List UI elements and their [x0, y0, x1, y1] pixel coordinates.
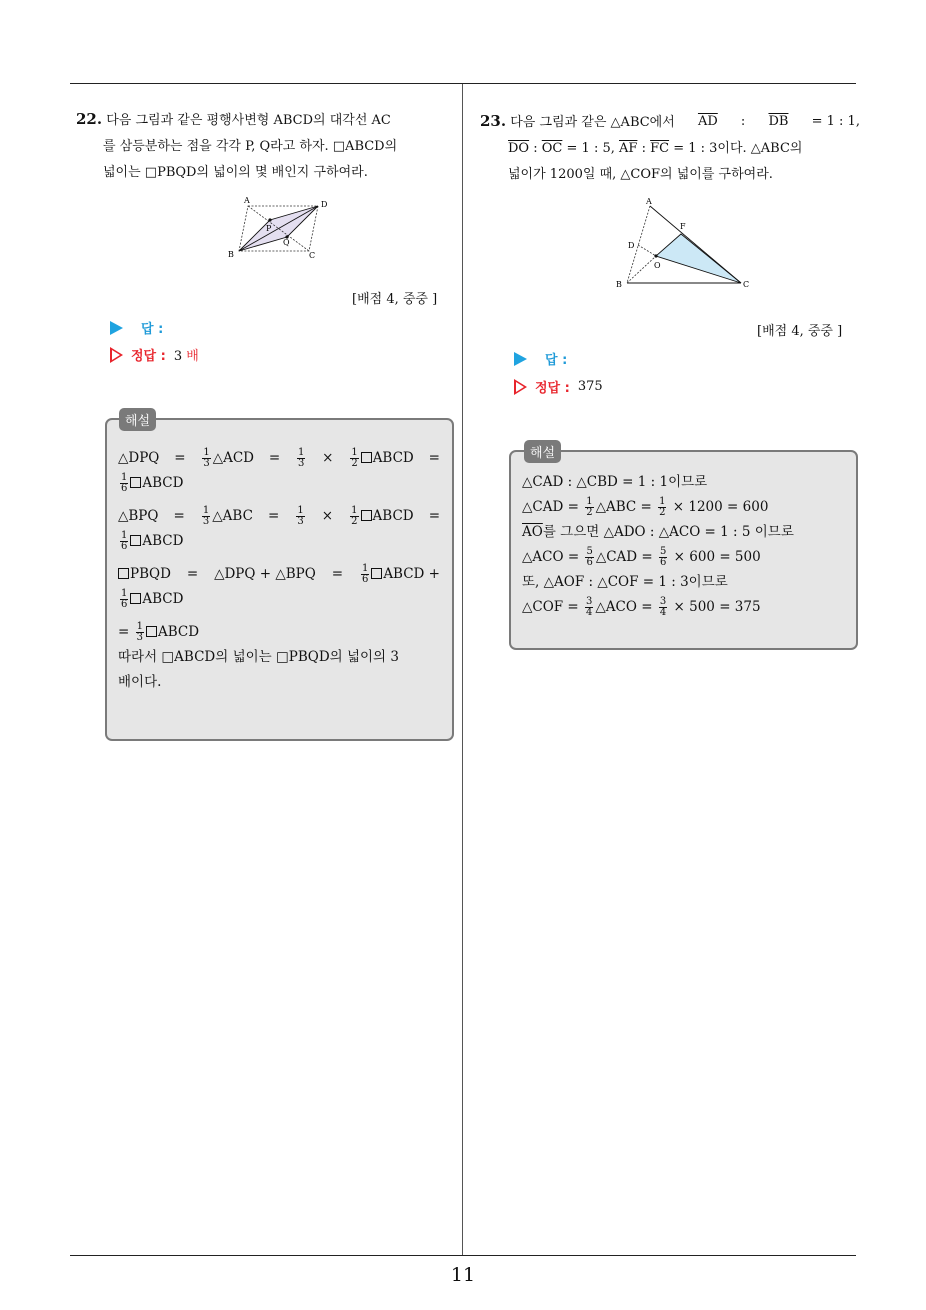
q23-segment-bo — [627, 256, 656, 283]
q22-sol-line3: △BPQ = $\frac{1}{3}$ △ABC = $\frac{1}{3}$ × $\frac{1}{2}$ ABCD = — [118, 505, 440, 527]
q22-label-a: A — [244, 196, 250, 205]
q23-point-o — [654, 254, 657, 257]
q22-sol-line2: $\frac{1}{6}$ ABCD — [121, 472, 184, 494]
q23-solution-body — [522, 470, 844, 620]
q23-question — [480, 108, 860, 188]
q23-label-f: F — [680, 222, 686, 231]
q22-label-c: C — [309, 251, 316, 260]
q22-number: 22. — [76, 110, 103, 128]
q22-correct-label: 정답 : — [131, 349, 166, 364]
q22-sol-line7: = $\frac{1}{3}$ ABCD — [118, 621, 200, 643]
play-icon — [110, 321, 123, 335]
q23-solution-tag: 해설 — [524, 440, 561, 463]
play-icon — [514, 352, 527, 366]
q22-sol-line9: 배이다. — [118, 674, 162, 690]
column-divider — [462, 84, 463, 1255]
q23-sol-line6: △COF = $\frac{3}{4}$ △ACO = $\frac{3}{4}$ × 500 = 375 — [522, 596, 761, 618]
q23-sol-line3: $\overline{AO}$를 그으면 △ADO : △ACO = 1 : 5 이므로 — [522, 524, 794, 540]
q23-correct-line — [514, 377, 603, 396]
q22-correct-line — [110, 345, 199, 364]
header-rule — [70, 83, 856, 84]
q23-answer-label: 답 : — [545, 353, 568, 368]
q23-segment-do — [638, 245, 656, 256]
q22-solution-tag: 해설 — [119, 408, 156, 431]
q22-sol-line6: $\frac{1}{6}$ ABCD — [121, 588, 184, 610]
q22-text-line1: 다음 그림과 같은 평행사변형 ABCD의 대각선 AC — [106, 113, 391, 128]
q23-text-line2: $\overline{DO}$ : $\overline{OC} = 1$ : 5, $\overline{AF}$ : $\overline{FC} = 1$ : 3이다. △ABC의 — [508, 141, 803, 156]
q22-diagonal-bd — [239, 206, 318, 251]
q23-label-o: O — [654, 261, 661, 270]
q23-label-b: B — [616, 280, 622, 289]
q23-sol-line5: 또, △AOF : △COF = 1 : 3이므로 — [522, 574, 728, 590]
q22-solution-body — [118, 446, 440, 695]
q23-text-line3: 넓이가 1200일 때, △COF의 넓이를 구하여라. — [508, 167, 773, 182]
q23-side-ac — [650, 206, 741, 283]
q22-label-d: D — [321, 200, 328, 209]
q22-sol-line8: 따라서 □ABCD의 넓이는 □PBQD의 넓이의 3 — [118, 649, 399, 665]
q22-sol-line5: PBQD = △DPQ + △BPQ = $\frac{1}{6}$ ABCD + — [118, 562, 440, 587]
q22-answer-line — [110, 318, 163, 337]
q22-label-b: B — [228, 250, 234, 259]
q22-answer-label: 답 : — [141, 322, 164, 337]
q23-shaded-cof — [656, 234, 741, 283]
outline-play-icon — [514, 379, 527, 395]
q23-correct-value: 375 — [577, 379, 603, 394]
q23-correct-label: 정답 : — [535, 381, 570, 396]
q22-parallelogram-figure — [222, 194, 338, 264]
q22-sol-line4: $\frac{1}{6}$ ABCD — [121, 530, 184, 552]
q22-sol-line1: △DPQ = $\frac{1}{3}$ △ACD = $\frac{1}{3}$ × $\frac{1}{2}$ ABCD = — [118, 447, 440, 469]
q23-sol-line2: △CAD = $\frac{1}{2}$ △ABC = $\frac{1}{2}$ × 1200 = 600 — [522, 496, 769, 518]
q22-text-line2: 를 삼등분하는 점을 각각 P, Q라고 하자. □ABCD의 — [103, 139, 398, 154]
page-number: 11 — [450, 1264, 476, 1286]
q23-label-d: D — [628, 241, 635, 250]
outline-play-icon — [110, 347, 123, 363]
q23-triangle-figure — [610, 194, 755, 294]
q22-point-p — [268, 218, 271, 221]
footer-rule — [70, 1255, 856, 1256]
q23-sol-line4: △ACO = $\frac{5}{6}$ △CAD = $\frac{5}{6}$ × 600 = 500 — [522, 546, 761, 568]
q23-text-line1: 23. 다음 그림과 같은 △ABC에서 $\overline{AD}$ : $\overline{DB}$ = 1 : 1, — [480, 112, 860, 130]
q22-label-q: Q — [283, 238, 290, 247]
q22-text-line3: 넓이는 □PBQD의 넓이의 몇 배인지 구하여라. — [103, 165, 368, 180]
q22-correct-value: 3 배 — [173, 349, 199, 364]
q22-label-p: P — [266, 224, 272, 233]
q23-answer-line — [514, 349, 567, 368]
q23-label-a: A — [646, 197, 652, 206]
q23-sol-line1: △CAD : △CBD = 1 : 1이므로 — [522, 474, 708, 490]
q22-points: [배점 4, 중중 ] — [352, 292, 438, 307]
q22-question — [76, 106, 456, 186]
q23-label-c: C — [743, 280, 750, 289]
q23-points: [배점 4, 중중 ] — [757, 324, 843, 339]
